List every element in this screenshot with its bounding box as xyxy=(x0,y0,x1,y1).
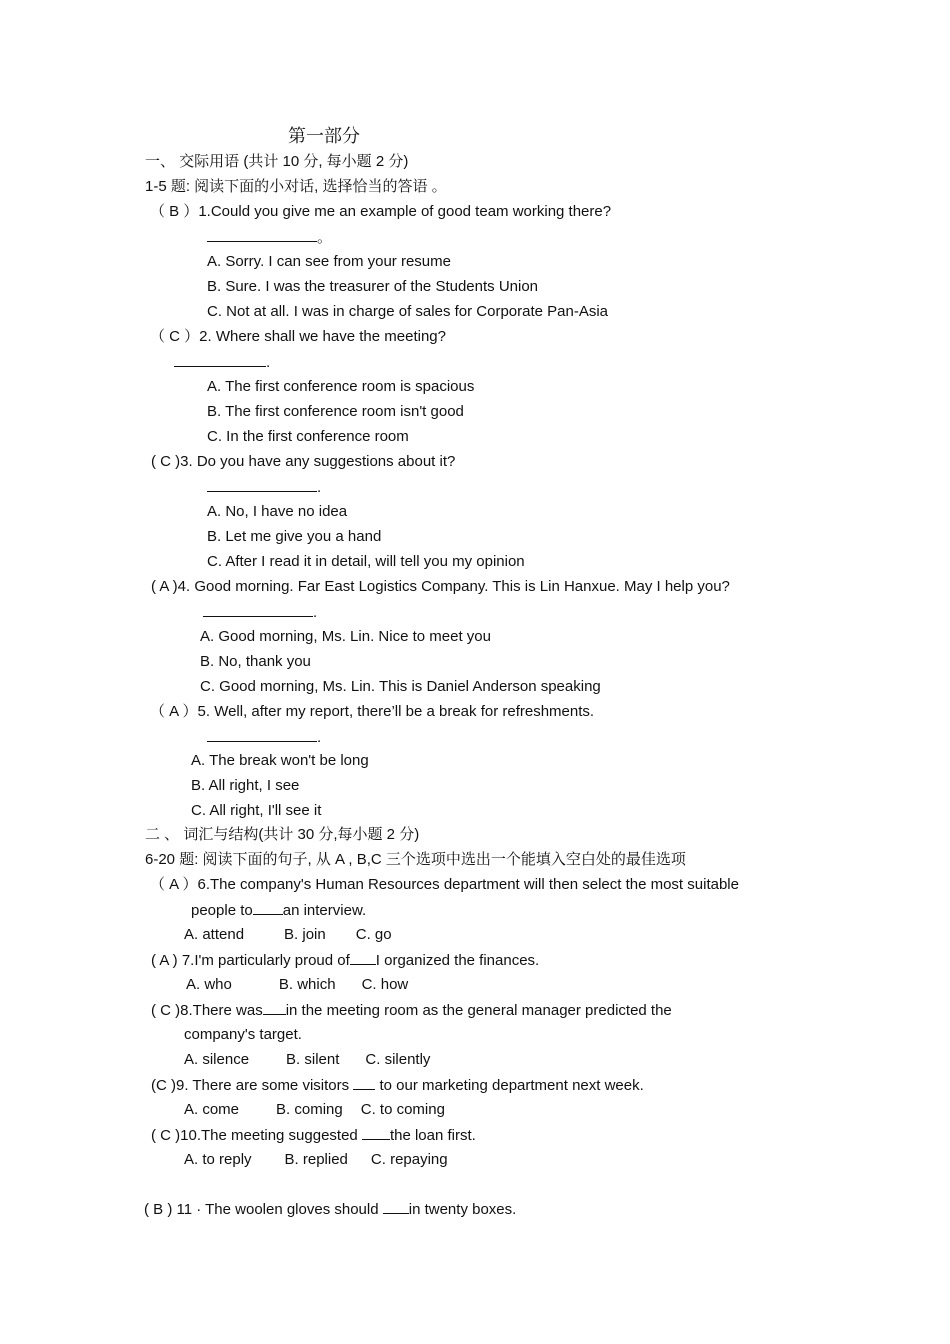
answer-blank-8 xyxy=(263,1000,286,1015)
q5-option-a: A. The break won't be long xyxy=(191,752,369,769)
part1-instruction: 1-5 题: 阅读下面的小对话, 选择恰当的答语 。 xyxy=(145,178,447,195)
answer-blank-2: . xyxy=(174,352,270,373)
q3-option-b: B. Let me give you a hand xyxy=(207,528,382,545)
answer-blank-11 xyxy=(383,1199,409,1214)
q9-options: A. come B. coming C. to coming xyxy=(184,1101,445,1118)
question-7: ( A ) 7.I'm particularly proud of I organized the finances. xyxy=(151,952,540,969)
q10-options: A. to reply B. replied C. repaying xyxy=(184,1151,448,1168)
part2-heading: 二 、 词汇与结构(共计 30 分,每小题 2 分) xyxy=(145,826,420,843)
part2-instruction: 6-20 题: 阅读下面的句子, 从 A , B,C 三个选项中选出一个能填入空白处的最佳选项 xyxy=(145,851,686,868)
q1-option-c: C. Not at all. I was in charge of sales for Corporate Pan-Asia xyxy=(207,303,609,320)
question-5: （ A ）5. Well, after my report, there’ll be a break for refreshments. xyxy=(150,703,595,720)
page-title: 第一部分 xyxy=(288,126,360,147)
answer-blank-7 xyxy=(350,950,376,965)
q4-option-a: A. Good morning, Ms. Lin. Nice to meet you xyxy=(200,628,491,645)
part1-heading: 一、 交际用语 (共计 10 分, 每小题 2 分) xyxy=(145,153,409,170)
q2-option-a: A. The first conference room is spacious xyxy=(207,378,475,395)
question-11: ( B ) 11 · The woolen gloves should in twenty boxes. xyxy=(144,1201,517,1218)
q5-option-b: B. All right, I see xyxy=(191,777,300,794)
answer-blank-9 xyxy=(353,1075,375,1090)
q2-option-c: C. In the first conference room xyxy=(207,428,409,445)
question-3: ( C )3. Do you have any suggestions about it? xyxy=(151,453,456,470)
q3-option-a: A. No, I have no idea xyxy=(207,503,348,520)
question-6-line2: people to an interview. xyxy=(191,902,367,919)
question-1: （ B ）1.Could you give me an example of good team working there? xyxy=(150,203,612,220)
q3-option-c: C. After I read it in detail, will tell you my opinion xyxy=(207,553,525,570)
answer-blank-4: . xyxy=(203,602,317,623)
q1-option-b: B. Sure. I was the treasurer of the Students Union xyxy=(207,278,539,295)
q4-option-c: C. Good morning, Ms. Lin. This is Daniel Anderson speaking xyxy=(200,678,601,695)
q7-options: A. who B. which C. how xyxy=(186,976,409,993)
q2-option-b: B. The first conference room isn't good xyxy=(207,403,464,420)
answer-blank-5: . xyxy=(207,727,321,748)
question-10: ( C )10.The meeting suggested the loan first. xyxy=(151,1127,476,1144)
answer-blank-10 xyxy=(362,1125,390,1140)
answer-blank-6 xyxy=(253,900,283,915)
question-6: （ A ）6.The company's Human Resources department will then select the most suitable xyxy=(150,876,739,893)
question-8-line2: company's target. xyxy=(184,1026,302,1043)
q1-option-a: A. Sorry. I can see from your resume xyxy=(207,253,451,270)
question-2: （ C ）2. Where shall we have the meeting? xyxy=(150,328,446,345)
q5-option-c: C. All right, I'll see it xyxy=(191,802,322,819)
question-8: ( C )8.There was in the meeting room as the general manager predicted the xyxy=(151,1002,672,1019)
question-9: (C )9. There are some visitors to our marketing department next week. xyxy=(151,1077,644,1094)
answer-blank-3: . xyxy=(207,477,321,498)
answer-blank-1: 。 xyxy=(207,227,332,248)
q8-options: A. silence B. silent C. silently xyxy=(184,1051,431,1068)
q6-options: A. attend B. join C. go xyxy=(184,926,392,943)
q4-option-b: B. No, thank you xyxy=(200,653,311,670)
question-4: ( A )4. Good morning. Far East Logistics Company. This is Lin Hanxue. May I help you? xyxy=(151,578,730,595)
